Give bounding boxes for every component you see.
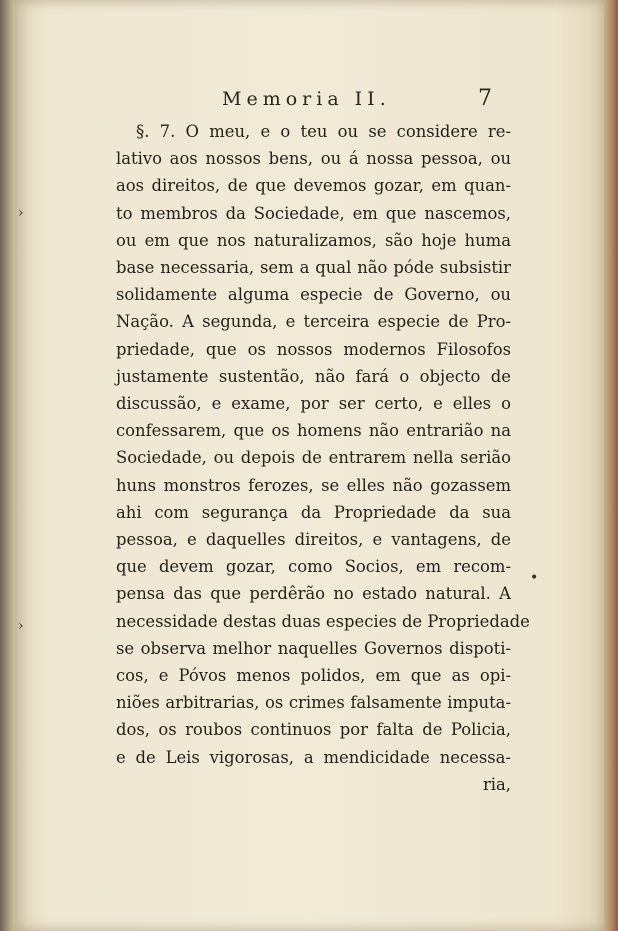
text-line: pessoa, e daquelles direitos, e vantagens, de	[116, 530, 511, 550]
body-paragraph	[116, 118, 530, 798]
margin-mark: ›	[18, 205, 24, 221]
text-line: necessidade destas duas especies de Propriedade	[116, 611, 530, 631]
text-line: cos, e Póvos menos polidos, em que as opi-	[116, 666, 511, 686]
text-line: lativo aos nossos bens, ou á nossa pessoa, ou	[116, 149, 511, 169]
page-header	[160, 86, 500, 120]
catchword: ria,	[482, 774, 511, 794]
text-line: se observa melhor naquelles Governos dispoti-	[116, 638, 511, 658]
page-number: 7	[478, 86, 492, 111]
margin-mark: ›	[18, 618, 24, 634]
text-line: huns monstros ferozes, se elles não gozassem	[116, 475, 511, 495]
text-line: Sociedade, ou depois de entrarem nella serião	[116, 448, 511, 468]
text-line: que devem gozar, como Socios, em recom-	[116, 557, 511, 577]
text-line: Nação. A segunda, e terceira especie de Pro-	[116, 312, 511, 332]
text-line: ahi com segurança da Propriedade da sua	[116, 502, 511, 522]
text-line: niões arbitrarias, os crimes falsamente imputa-	[116, 693, 511, 713]
running-title: Memoria II.	[222, 88, 391, 110]
text-line: ou em que nos naturalizamos, são hoje huma	[116, 230, 511, 250]
text-line: base necessaria, sem a qual não póde subsistir	[116, 258, 511, 278]
text-line: pensa das que perdêrão no estado natural. A	[116, 584, 511, 604]
text-line: to membros da Sociedade, em que nascemos,	[116, 203, 511, 223]
book-gutter	[0, 0, 14, 931]
ink-spot: •	[530, 570, 539, 586]
text-line: aos direitos, de que devemos gozar, em quan-	[116, 176, 511, 196]
text-line: justamente sustentão, não fará o objecto de	[116, 366, 511, 386]
text-line: discussão, e exame, por ser certo, e elles o	[116, 394, 511, 414]
text-line: priedade, que os nossos modernos Filosofos	[116, 339, 511, 359]
text-line: solidamente alguma especie de Governo, ou	[116, 285, 511, 305]
text-line: e de Leis vigorosas, a mendicidade necessa-	[116, 747, 511, 767]
text-line: dos, os roubos continuos por falta de Policia,	[116, 720, 511, 740]
text-line: confessarem, que os homens não entrarião na	[116, 421, 511, 441]
text-line: §. 7. O meu, e o teu ou se considere re-	[136, 122, 511, 141]
page-edge	[604, 0, 618, 931]
